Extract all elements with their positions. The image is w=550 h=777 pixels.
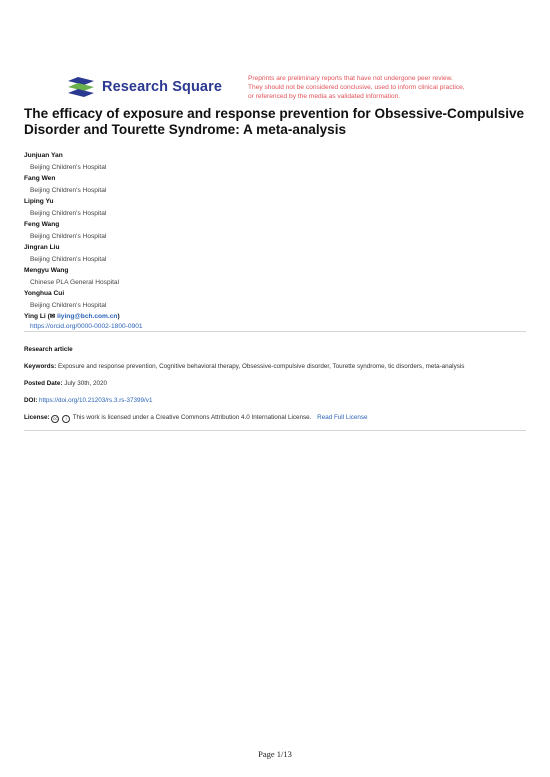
license-row: [24, 414, 529, 423]
divider: [24, 331, 526, 332]
divider: [24, 430, 526, 431]
email-icon: ✉: [49, 313, 56, 320]
author-name: Jingran Liu: [24, 244, 60, 251]
author-affiliation: Beijing Children's Hospital: [30, 163, 107, 171]
author-name: Fang Wen: [24, 175, 56, 182]
author-entry: [24, 267, 524, 290]
disclaimer-line: or referenced by the media as validated information.: [248, 93, 401, 100]
research-square-logo-icon: [66, 76, 96, 98]
author-list: [24, 152, 524, 333]
author-entry: [24, 152, 524, 175]
author-entry: [24, 198, 524, 221]
author-affiliation: Beijing Children's Hospital: [30, 232, 107, 240]
corresponding-author-name: Ying Li: [24, 313, 46, 320]
author-entry: [24, 175, 524, 198]
disclaimer-line: They should not be considered conclusive, used to inform clinical practice,: [248, 84, 465, 91]
author-entry: [24, 290, 524, 313]
logo-text: Research Square: [102, 79, 222, 95]
research-square-logo[interactable]: [66, 76, 222, 98]
doi-row: [24, 397, 529, 405]
author-affiliation: Chinese PLA General Hospital: [30, 278, 120, 286]
keywords-value: Exposure and response prevention, Cognitive behavioral therapy, Obsessive-compulsive disorder, Tourette syndrome, tic disorders, meta-analysis: [57, 363, 465, 370]
by-icon: i: [62, 415, 70, 423]
preprint-disclaimer: [248, 74, 508, 101]
author-name: Liping Yu: [24, 198, 54, 205]
orcid-link[interactable]: https://orcid.org/0000-0002-1800-0901: [30, 323, 143, 330]
corresponding-email-link[interactable]: liying@bch.com.cn: [57, 313, 118, 320]
page-number: Page 1/13: [258, 749, 292, 759]
doi-label: DOI:: [24, 397, 38, 404]
author-affiliation: Beijing Children's Hospital: [30, 186, 107, 194]
corresponding-author: Ying Li (✉ liying@bch.com.cn): [24, 313, 120, 320]
author-entry: [24, 244, 524, 267]
doi-link[interactable]: https://doi.org/10.21203/rs.3.rs-37399/v1: [39, 397, 153, 404]
author-affiliation: Beijing Children's Hospital: [30, 209, 107, 217]
author-name: Junjuan Yan: [24, 152, 63, 159]
author-affiliation: Beijing Children's Hospital: [30, 301, 107, 309]
paper-title: The efficacy of exposure and response prevention for Obsessive-Compulsive Disorder and Tourette Syndrome: A meta-analysis: [24, 106, 525, 137]
cc-icon: cc: [53, 416, 58, 421]
posted-date-row: [24, 380, 529, 388]
license-label: License:: [24, 414, 50, 421]
article-type: [24, 346, 529, 354]
author-name: Mengyu Wang: [24, 267, 69, 274]
author-affiliation: Beijing Children's Hospital: [30, 255, 107, 263]
author-entry: [24, 221, 524, 244]
posted-date-value: July 30th, 2020: [64, 380, 107, 387]
keywords-row: [24, 363, 529, 371]
license-text: This work is licensed under a Creative Commons Attribution 4.0 International License.: [72, 414, 312, 421]
disclaimer-line: Preprints are preliminary reports that have not undergone peer review.: [248, 75, 453, 82]
author-name: Yonghua Cui: [24, 290, 65, 297]
posted-date-label: Posted Date:: [24, 380, 63, 387]
author-name: Feng Wang: [24, 221, 60, 228]
article-type-value: Research article: [24, 346, 73, 353]
read-full-license-link[interactable]: Read Full License: [317, 414, 368, 421]
keywords-label: Keywords:: [24, 363, 57, 370]
